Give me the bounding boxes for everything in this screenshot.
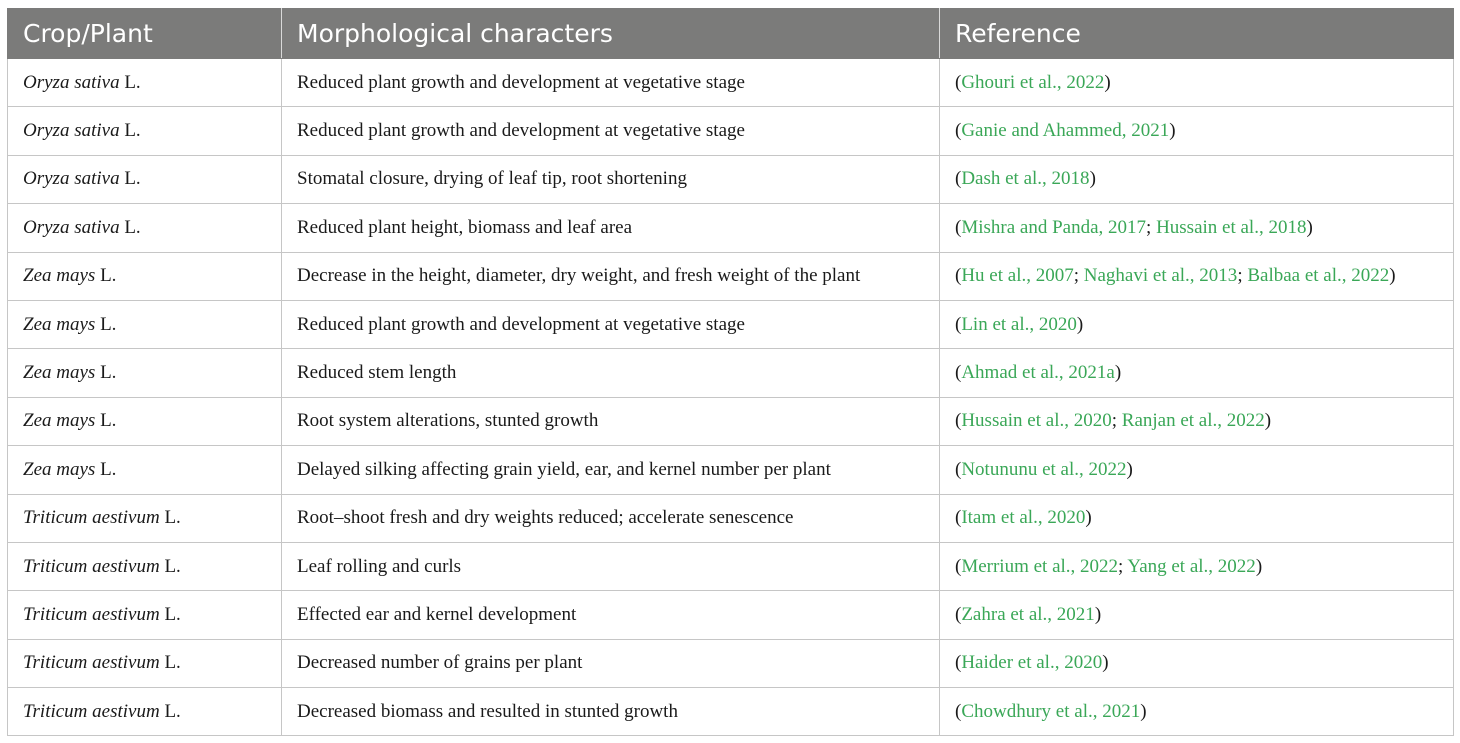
- table-row: [8, 204, 1454, 252]
- open-paren: (: [955, 216, 962, 238]
- citation-separator: ;: [1111, 410, 1122, 432]
- close-paren: ): [1264, 410, 1272, 432]
- citation-separator: ;: [1146, 216, 1157, 238]
- species-authority: L.: [124, 120, 141, 142]
- table-body: [8, 59, 1454, 736]
- morphological-character-cell: Decrease in the height, diameter, dry weight, and fresh weight of the plant: [282, 252, 940, 300]
- morphological-character-cell: Reduced plant height, biomass and leaf area: [282, 204, 940, 252]
- open-paren: (: [955, 71, 962, 93]
- species-name: Oryza sativa: [23, 71, 120, 93]
- close-paren: ): [1089, 168, 1096, 190]
- citation-link[interactable]: Haider et al., 2020: [961, 652, 1103, 674]
- reference-cell: [940, 639, 1454, 687]
- table-row: [8, 252, 1454, 300]
- close-paren: ): [1085, 507, 1092, 529]
- citation-separator: ;: [1118, 555, 1128, 577]
- table-row: [8, 300, 1454, 348]
- citation-link[interactable]: Hussain et al., 2018: [1156, 216, 1307, 238]
- citation-link[interactable]: Ghouri et al., 2022: [961, 71, 1105, 93]
- reference-cell: [940, 59, 1454, 107]
- species-name: Triticum aestivum: [23, 700, 160, 722]
- morphological-character-cell: Stomatal closure, drying of leaf tip, root shortening: [282, 155, 940, 203]
- morphological-character-cell: Root–shoot fresh and dry weights reduced; accelerate senescence: [282, 494, 940, 542]
- open-paren: (: [955, 120, 962, 142]
- close-paren: ): [1126, 458, 1133, 480]
- crop-cell: [8, 349, 282, 397]
- species-name: Triticum aestivum: [23, 555, 160, 577]
- citation-link[interactable]: Ahmad et al., 2021a: [961, 362, 1115, 384]
- species-name: Zea mays: [23, 313, 96, 335]
- table-row: [8, 59, 1454, 107]
- citation-link[interactable]: Yang et al., 2022: [1127, 555, 1256, 577]
- close-paren: ): [1102, 652, 1109, 674]
- crop-cell: [8, 155, 282, 203]
- species-name: Zea mays: [23, 410, 96, 432]
- reference-cell: [940, 494, 1454, 542]
- citation-link[interactable]: Notununu et al., 2022: [961, 458, 1127, 480]
- species-name: Triticum aestivum: [23, 603, 160, 625]
- citation-link[interactable]: Lin et al., 2020: [961, 313, 1077, 335]
- table-row: [8, 542, 1454, 590]
- crop-cell: [8, 639, 282, 687]
- table-row: [8, 639, 1454, 687]
- close-paren: ): [1104, 71, 1111, 93]
- crop-cell: [8, 300, 282, 348]
- close-paren: ): [1094, 603, 1102, 625]
- morphological-character-cell: Reduced plant growth and development at vegetative stage: [282, 59, 940, 107]
- reference-cell: [940, 107, 1454, 155]
- column-header-crop: Crop/Plant: [8, 9, 282, 59]
- crop-cell: [8, 494, 282, 542]
- citation-link[interactable]: Mishra and Panda, 2017: [961, 216, 1147, 238]
- citation-link[interactable]: Hu et al., 2007: [961, 265, 1074, 287]
- reference-cell: [940, 591, 1454, 639]
- citation-link[interactable]: Dash et al., 2018: [961, 168, 1090, 190]
- reference-cell: [940, 688, 1454, 736]
- species-authority: L.: [164, 603, 181, 625]
- reference-cell: [940, 542, 1454, 590]
- species-authority: L.: [164, 555, 181, 577]
- close-paren: ): [1306, 216, 1313, 238]
- table-row: [8, 688, 1454, 736]
- close-paren: ): [1114, 362, 1122, 384]
- close-paren: ): [1169, 120, 1176, 142]
- reference-cell: [940, 252, 1454, 300]
- crop-cell: [8, 59, 282, 107]
- table-row: [8, 107, 1454, 155]
- species-name: Zea mays: [23, 265, 96, 287]
- morphological-character-cell: Decreased biomass and resulted in stunted growth: [282, 688, 940, 736]
- crop-cell: [8, 204, 282, 252]
- species-name: Zea mays: [23, 458, 96, 480]
- table-row: [8, 494, 1454, 542]
- citation-link[interactable]: Ganie and Ahammed, 2021: [961, 120, 1170, 142]
- species-authority: L.: [100, 265, 117, 287]
- close-paren: ): [1255, 555, 1263, 577]
- species-name: Oryza sativa: [23, 216, 120, 238]
- crop-cell: [8, 542, 282, 590]
- morphological-character-cell: Effected ear and kernel development: [282, 591, 940, 639]
- column-header-reference: Reference: [940, 9, 1454, 59]
- open-paren: (: [955, 410, 962, 432]
- species-authority: L.: [100, 410, 117, 432]
- crop-cell: [8, 107, 282, 155]
- open-paren: (: [955, 362, 962, 384]
- species-name: Oryza sativa: [23, 168, 120, 190]
- species-authority: L.: [124, 216, 141, 238]
- reference-cell: [940, 204, 1454, 252]
- morphological-character-cell: Reduced plant growth and development at vegetative stage: [282, 107, 940, 155]
- morphological-character-cell: Reduced plant growth and development at vegetative stage: [282, 300, 940, 348]
- reference-cell: [940, 349, 1454, 397]
- morphological-character-cell: Leaf rolling and curls: [282, 542, 940, 590]
- table-row: [8, 397, 1454, 445]
- species-authority: L.: [100, 313, 117, 335]
- crop-cell: [8, 688, 282, 736]
- open-paren: (: [955, 603, 962, 625]
- species-authority: L.: [164, 700, 181, 722]
- species-authority: L.: [100, 362, 117, 384]
- table-row: [8, 591, 1454, 639]
- open-paren: (: [955, 313, 962, 335]
- species-authority: L.: [124, 71, 141, 93]
- species-authority: L.: [100, 458, 117, 480]
- open-paren: (: [955, 555, 962, 577]
- open-paren: (: [955, 458, 962, 480]
- morphological-character-cell: Reduced stem length: [282, 349, 940, 397]
- open-paren: (: [955, 652, 962, 674]
- citation-link[interactable]: Ranjan et al., 2022: [1121, 410, 1265, 432]
- species-authority: L.: [164, 652, 181, 674]
- morphological-character-cell: Root system alterations, stunted growth: [282, 397, 940, 445]
- crop-cell: [8, 397, 282, 445]
- citation-link[interactable]: Itam et al., 2020: [961, 507, 1086, 529]
- data-table: [7, 8, 1454, 736]
- close-paren: ): [1389, 265, 1396, 287]
- open-paren: (: [955, 507, 962, 529]
- citation-link[interactable]: Naghavi et al., 2013: [1083, 265, 1238, 287]
- citation-link[interactable]: Zahra et al., 2021: [961, 603, 1095, 625]
- citation-link[interactable]: Merrium et al., 2022: [961, 555, 1119, 577]
- open-paren: (: [955, 700, 962, 722]
- table-row: [8, 155, 1454, 203]
- crop-cell: [8, 591, 282, 639]
- crop-cell: [8, 446, 282, 494]
- species-name: Triticum aestivum: [23, 652, 160, 674]
- citation-separator: ;: [1237, 265, 1248, 287]
- species-name: Oryza sativa: [23, 120, 120, 142]
- reference-cell: [940, 397, 1454, 445]
- citation-link[interactable]: Chowdhury et al., 2021: [961, 700, 1141, 722]
- species-authority: L.: [164, 507, 181, 529]
- species-name: Zea mays: [23, 362, 96, 384]
- close-paren: ): [1076, 313, 1084, 335]
- morphological-character-cell: Delayed silking affecting grain yield, ear, and kernel number per plant: [282, 446, 940, 494]
- citation-separator: ;: [1073, 265, 1084, 287]
- column-header-characters: Morphological characters: [282, 9, 940, 59]
- reference-cell: [940, 155, 1454, 203]
- reference-cell: [940, 446, 1454, 494]
- species-name: Triticum aestivum: [23, 507, 160, 529]
- open-paren: (: [955, 168, 962, 190]
- crop-cell: [8, 252, 282, 300]
- morphological-character-cell: Decreased number of grains per plant: [282, 639, 940, 687]
- close-paren: ): [1140, 700, 1147, 722]
- species-authority: L.: [124, 168, 141, 190]
- open-paren: (: [955, 265, 962, 287]
- table-row: [8, 446, 1454, 494]
- header-row: [8, 9, 1454, 59]
- table-row: [8, 349, 1454, 397]
- citation-link[interactable]: Hussain et al., 2020: [961, 410, 1112, 432]
- citation-link[interactable]: Balbaa et al., 2022: [1247, 265, 1390, 287]
- reference-cell: [940, 300, 1454, 348]
- table-container: [7, 8, 1453, 736]
